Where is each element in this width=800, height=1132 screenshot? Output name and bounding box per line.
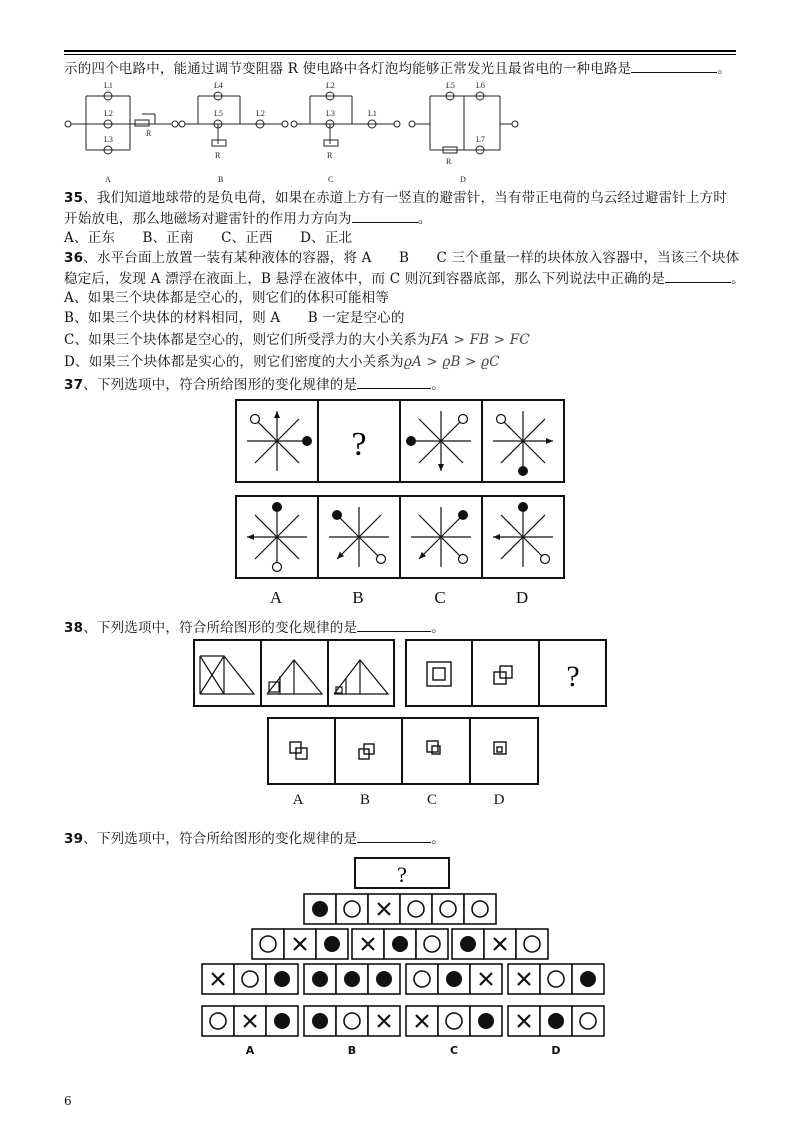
symbol-cell-open (516, 929, 548, 959)
symbol-cell-cross (284, 929, 316, 959)
symbol-cell-filled (266, 1006, 298, 1036)
option-label-d[interactable]: D (493, 792, 505, 808)
symbol-cell-open (336, 894, 368, 924)
option-label-c[interactable]: C (434, 588, 446, 607)
formula: FA > FB > FC (430, 332, 530, 348)
circuit-option-label: B (218, 175, 224, 184)
symbol-cell-filled (316, 929, 348, 959)
filled-dot (272, 502, 282, 512)
lamp-label: L5 (214, 109, 223, 118)
option-label-c[interactable]: C (426, 792, 437, 808)
symbol-cell-open (572, 1006, 604, 1036)
star-figure (493, 411, 553, 476)
lamp-label: L3 (104, 135, 113, 144)
symbol-cell-cross (484, 929, 516, 959)
star-figure (493, 502, 553, 567)
arrow-head (274, 411, 280, 418)
symbol-cell-filled (304, 894, 336, 924)
symbol-cell-filled (304, 964, 336, 994)
filled-dot (302, 436, 312, 446)
symbol-cell-filled (540, 1006, 572, 1036)
star-figure (247, 502, 307, 572)
symbol-cell-open (400, 894, 432, 924)
circuit-d (409, 92, 518, 154)
arrow-head (247, 534, 254, 540)
symbol-cell-cross (352, 929, 384, 959)
filled-dot (518, 466, 528, 476)
option-label-b[interactable]: B (347, 1044, 357, 1057)
symbol-cell-open (540, 964, 572, 994)
arrow-head (546, 438, 553, 444)
symbol-cell-open (464, 894, 496, 924)
option-label-b[interactable]: B (352, 588, 364, 607)
q36-option-c: C、如果三个块体都是空心的，则它们所受浮力的大小关系为FA > FB > FC (64, 332, 530, 348)
symbol-cell-filled (572, 964, 604, 994)
symbol-cell-filled (304, 1006, 336, 1036)
q35-options: A、正东 B、正南 C、正西 D、正北 (64, 230, 353, 246)
answer-blank[interactable] (357, 617, 431, 632)
symbol-cell-cross (202, 964, 234, 994)
open-dot (459, 415, 468, 424)
resistor-label: R (215, 151, 221, 160)
lamp-label: L3 (326, 109, 335, 118)
formula: ϱA > ϱB > ϱC (403, 354, 500, 370)
filled-dot (458, 510, 468, 520)
q34-text: 示的四个电路中，能通过调节变阻器 R 使电路中各灯泡均能够正常发光且最省电的一种电路是 。 (64, 58, 731, 79)
open-dot (377, 555, 386, 564)
lamp-label: L1 (104, 81, 113, 90)
option-label-a[interactable]: A (269, 588, 283, 607)
star-figure (411, 507, 471, 567)
answer-blank[interactable] (357, 374, 431, 389)
symbol-cell-open (202, 1006, 234, 1036)
open-dot (497, 415, 506, 424)
resistor-label: R (146, 129, 152, 138)
star-figure (247, 411, 312, 471)
arrow-head (493, 534, 500, 540)
symbol-cell-filled (266, 964, 298, 994)
q35-line2: 开始放电，那么地磁场对避雷针的作用力方向为 。 (64, 208, 431, 229)
symbol-cell-cross (508, 964, 540, 994)
option-label-d[interactable]: D (515, 588, 529, 607)
header-rule (64, 50, 736, 52)
resistor-label: R (327, 151, 333, 160)
answer-blank[interactable] (665, 268, 731, 283)
q37-figure (236, 400, 566, 580)
filled-dot (518, 502, 528, 512)
open-dot (459, 555, 468, 564)
symbol-cell-open (438, 1006, 470, 1036)
circuit-option-label: A (105, 175, 111, 184)
symbol-cell-filled (452, 929, 484, 959)
circuit-b (179, 92, 288, 146)
circuit-option-label: D (460, 175, 466, 184)
option-label-a[interactable]: A (245, 1044, 255, 1057)
symbol-cell-filled (384, 929, 416, 959)
symbol-cell-cross (368, 894, 400, 924)
lamp-label: L2 (326, 81, 335, 90)
symbol-cell-filled (438, 964, 470, 994)
option-label-a[interactable]: A (292, 792, 304, 808)
option-label-d[interactable]: D (551, 1044, 561, 1057)
question-mark: ? (566, 660, 580, 693)
star-figure (329, 507, 389, 567)
lamp-label: L5 (446, 81, 455, 90)
open-dot (251, 415, 260, 424)
q36-option-a: A、如果三个块体都是空心的，则它们的体积可能相等 (64, 290, 390, 306)
q38-text: 38、下列选项中，符合所给图形的变化规律的是 。 (64, 617, 445, 638)
symbol-cell-filled (470, 1006, 502, 1036)
circuit-c (291, 92, 400, 146)
star-figure (406, 411, 471, 471)
question-mark: ? (351, 426, 367, 463)
page-number: 6 (64, 1094, 72, 1108)
q39-text: 39、下列选项中，符合所给图形的变化规律的是 。 (64, 828, 445, 849)
symbol-cell-filled (336, 964, 368, 994)
symbol-cell-cross (508, 1006, 540, 1036)
header-rule-thin (64, 54, 736, 55)
symbol-cell-cross (234, 1006, 266, 1036)
q39-figure (200, 856, 610, 1046)
symbol-cell-open (252, 929, 284, 959)
arrow-head (438, 464, 444, 471)
lamp-label: L7 (476, 135, 485, 144)
q36-line1: 36、水平台面上放置一装有某种液体的容器，将 A B C 三个重量一样的块体放入容器中，当该三个块体 (64, 250, 740, 266)
lamp-label: L1 (368, 109, 377, 118)
symbol-cell-open (432, 894, 464, 924)
q38-figure (194, 640, 606, 785)
lamp-label: L4 (214, 81, 223, 90)
q36-line2: 稳定后，发现 A 漂浮在液面上，B 悬浮在液体中，而 C 则沉到容器底部，那么下列说法中正确的是 。 (64, 268, 745, 289)
circuit-option-label: C (328, 175, 334, 184)
open-dot (541, 555, 550, 564)
symbol-cell-open (234, 964, 266, 994)
q36-option-b: B、如果三个块体的材料相同，则 A B 一定是空心的 (64, 310, 405, 326)
resistor-label: R (446, 157, 452, 166)
symbol-cell-open (406, 964, 438, 994)
symbol-cell-filled (368, 964, 400, 994)
answer-blank[interactable] (357, 828, 431, 843)
filled-dot (332, 510, 342, 520)
filled-dot (406, 436, 416, 446)
symbol-cell-open (336, 1006, 368, 1036)
q37-text: 37、下列选项中，符合所给图形的变化规律的是 。 (64, 374, 445, 395)
answer-blank[interactable] (631, 58, 717, 73)
lamp-label: L6 (476, 81, 485, 90)
question-mark: ? (397, 862, 407, 887)
q36-option-d: D、如果三个块体都是实心的，则它们密度的大小关系为ϱA > ϱB > ϱC (64, 354, 500, 370)
symbol-cell-open (416, 929, 448, 959)
q34-circuit-diagrams (60, 78, 530, 186)
lamp-label: L2 (256, 109, 265, 118)
option-label-c[interactable]: C (449, 1044, 459, 1057)
symbol-cell-cross (368, 1006, 400, 1036)
lamp-label: L2 (104, 109, 113, 118)
open-dot (273, 563, 282, 572)
symbol-cell-cross (470, 964, 502, 994)
option-label-b[interactable]: B (359, 792, 370, 808)
answer-blank[interactable] (352, 208, 418, 223)
symbol-cell-cross (406, 1006, 438, 1036)
circuit-a (65, 92, 178, 154)
q35-line1: 35、我们知道地球带的是负电荷，如果在赤道上方有一竖直的避雷针，当有带正电荷的乌云经过避雷针上方时 (64, 190, 728, 206)
